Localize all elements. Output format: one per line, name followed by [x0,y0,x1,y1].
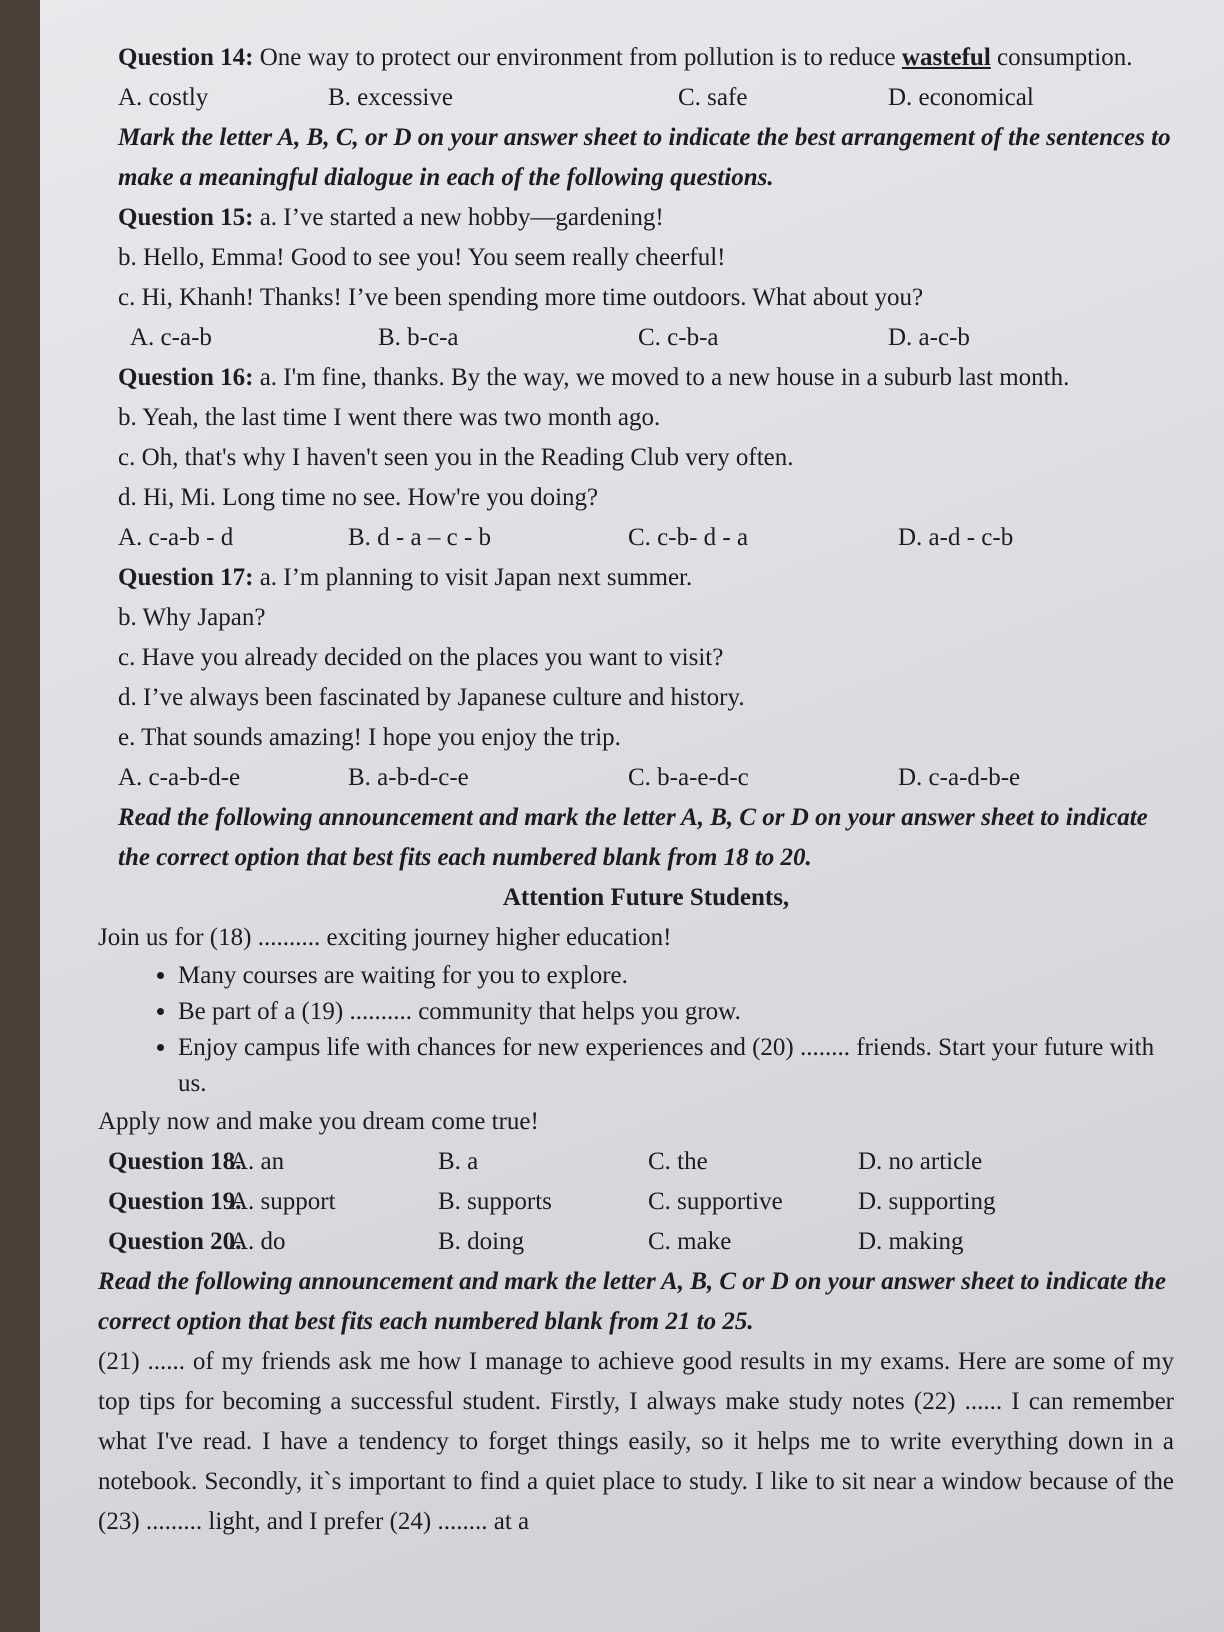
question-17: Question 17: a. I’m planning to visit Japan next summer. [118,564,693,591]
q16-line-b: b. Yeah, the last time I went there was two month ago. [118,404,661,431]
option-b[interactable]: B. a [438,1148,479,1175]
q17-line-d: d. I’ve always been fascinated by Japanese culture and history. [118,684,745,711]
option-d[interactable]: D. c-a-d-b-e [898,764,1021,791]
q15-line-c: c. Hi, Khanh! Thanks! I’ve been spending more time outdoors. What about you? [118,284,924,311]
option-b[interactable]: B. b-c-a [378,324,459,351]
option-c[interactable]: C. the [648,1148,708,1175]
option-c[interactable]: C. c-b- d - a [628,524,749,551]
option-a[interactable]: A. c-a-b-d-e [118,764,241,791]
option-a[interactable]: A. c-a-b - d [118,524,234,551]
option-d[interactable]: D. a-c-b [888,324,970,351]
announcement-list [118,958,1174,1102]
question-14: Question 14: One way to protect our environment from pollution is to reduce wasteful consumption. [118,44,1133,71]
question-15: Question 15: a. I’ve started a new hobby—gardening! [118,204,664,231]
worksheet-page [40,0,1224,1632]
q18-options: Question 18. A. an B. a C. the D. no article [118,1142,1174,1182]
q16-options [118,518,1174,558]
instruction-announcement-18-20: Read the following announcement and mark the letter A, B, C or D on your answer sheet to indicate the correct option that best fits each numbered blank from 18 to 20. [118,804,1148,871]
option-c[interactable]: C. b-a-e-d-c [628,764,749,791]
option-c[interactable]: C. supportive [648,1188,783,1215]
option-a[interactable]: A. an [230,1148,285,1175]
option-b[interactable]: B. doing [438,1228,525,1255]
option-c[interactable]: C. make [648,1228,732,1255]
option-a[interactable]: A. support [230,1188,336,1215]
passage: (21) ...... of my friends ask me how I manage to achieve good results in my exams. Here are some of my top tips for becoming a successful student. Firstly, I always make study notes (22) ...... I can remember what I've read. I have a tendency to forget things easily, so it helps me to write everything down in a notebook. Secondly, it`s important to find a quiet place to study. I like to sit near a window because of the (23) ......... light, and I prefer (24) ........ at a [98,1348,1174,1535]
q16-line-c: c. Oh, that's why I haven't seen you in the Reading Club very often. [118,444,794,471]
instruction-passage-21-25: Read the following announcement and mark the letter A, B, C or D on your answer sheet to indicate the correct option that best fits each numbered blank from 21 to 25. [98,1268,1166,1335]
announcement-title: Attention Future Students, [502,884,790,911]
option-c[interactable]: C. c-b-a [638,324,719,351]
q15-line-b: b. Hello, Emma! Good to see you! You seem really cheerful! [118,244,726,271]
q20-options: Question 20. A. do B. doing C. make D. making [118,1222,1174,1262]
q15-options [118,318,1174,358]
option-b[interactable]: B. a-b-d-c-e [348,764,469,791]
underlined-word: wasteful [901,44,991,71]
question-16: Question 16: a. I'm fine, thanks. By the way, we moved to a new house in a suburb last month. [118,364,1070,391]
q19-options: Question 19. A. support B. supports C. supportive D. supporting [118,1182,1174,1222]
q17-options [118,758,1174,798]
list-item: • Be part of a (19) .......... community that helps you grow. [178,994,1174,1030]
option-c[interactable]: C. safe [678,84,748,111]
announcement-closing: Apply now and make you dream come true! [98,1108,539,1135]
option-a[interactable]: A. c-a-b [130,324,212,351]
list-item: • Many courses are waiting for you to explore. [178,958,1174,994]
option-d[interactable]: D. a-d - c-b [898,524,1014,551]
option-b[interactable]: B. d - a – c - b [348,524,492,551]
instruction-dialogue: Mark the letter A, B, C, or D on your answer sheet to indicate the best arrangement of the sentences to make a meaningful dialogue in each of the following questions. [118,124,1171,191]
q14-options [118,78,1174,118]
option-a[interactable]: A. do [230,1228,286,1255]
q17-line-c: c. Have you already decided on the places you want to visit? [118,644,724,671]
option-d[interactable]: D. economical [888,84,1034,111]
option-d[interactable]: D. making [858,1228,964,1255]
q16-line-d: d. Hi, Mi. Long time no see. How're you doing? [118,484,599,511]
announcement-intro: Join us for (18) .......... exciting journey higher education! [98,924,672,951]
option-a[interactable]: A. costly [118,84,209,111]
q17-line-b: b. Why Japan? [118,604,266,631]
option-d[interactable]: D. supporting [858,1188,996,1215]
list-item: • Enjoy campus life with chances for new experiences and (20) ........ friends. Start your future with us. [178,1030,1174,1102]
option-b[interactable]: B. supports [438,1188,552,1215]
q17-line-e: e. That sounds amazing! I hope you enjoy the trip. [118,724,621,751]
option-d[interactable]: D. no article [858,1148,983,1175]
option-b[interactable]: B. excessive [328,84,453,111]
